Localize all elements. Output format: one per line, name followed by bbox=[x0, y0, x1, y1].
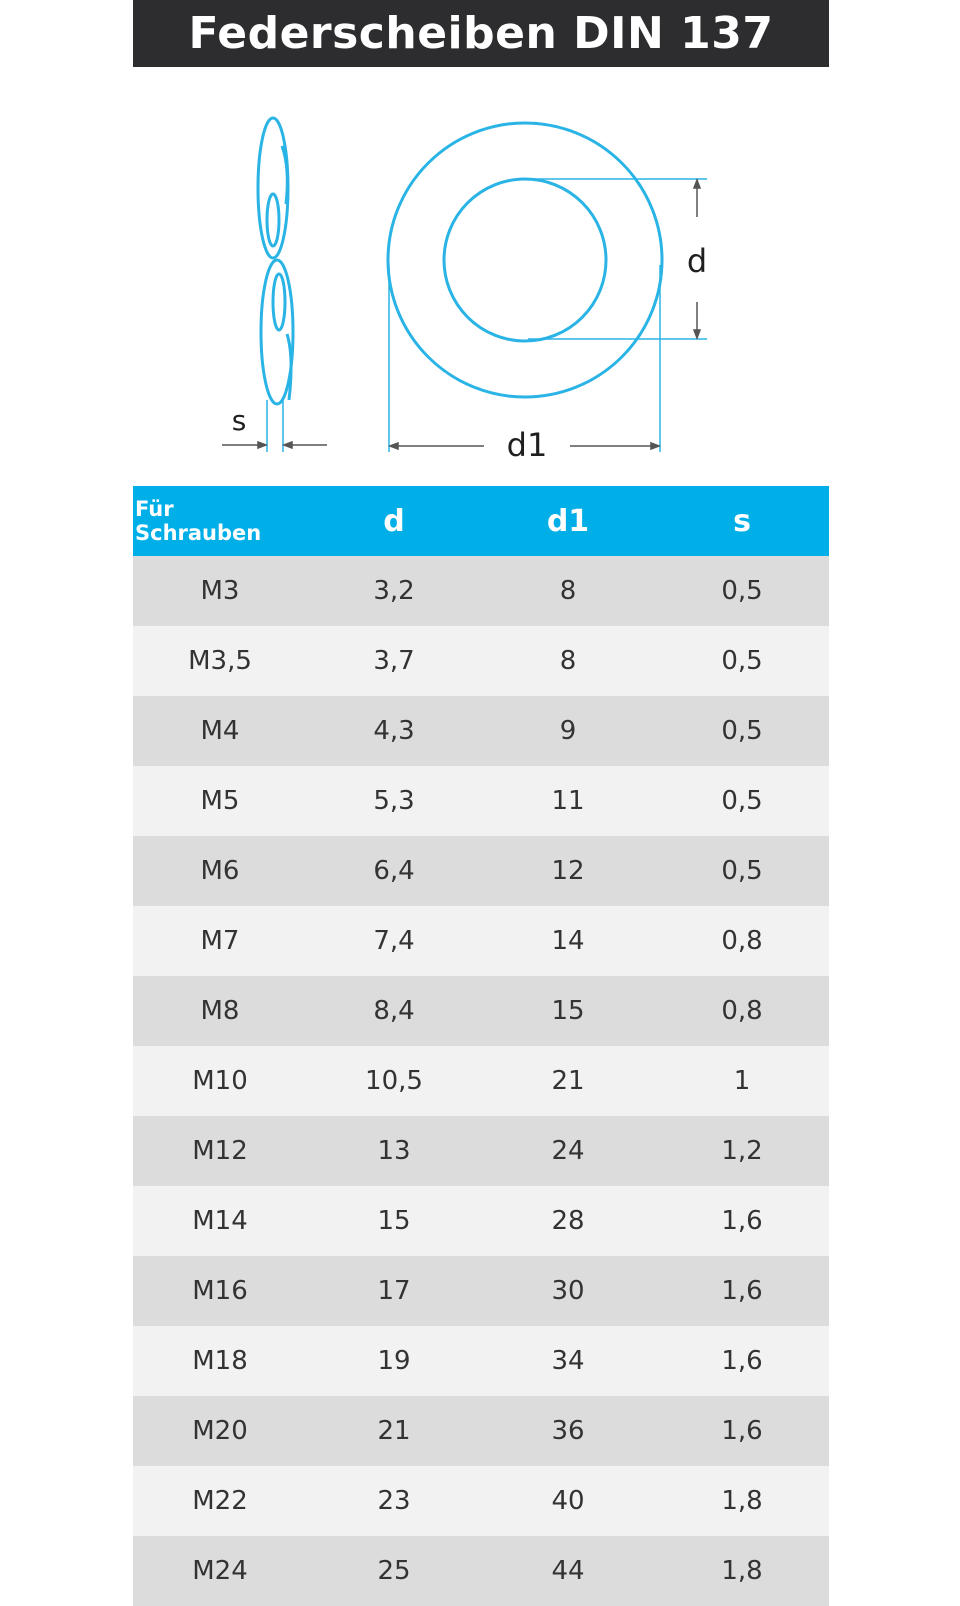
cell-screw: M12 bbox=[192, 1136, 248, 1166]
cell-d1: 14 bbox=[551, 926, 585, 956]
cell-d1: 34 bbox=[551, 1346, 585, 1376]
cell-d1: 21 bbox=[551, 1066, 585, 1096]
cell-s: 1,6 bbox=[721, 1276, 763, 1306]
cell-d: 7,4 bbox=[373, 926, 415, 956]
page-title: Federscheiben DIN 137 bbox=[188, 8, 774, 59]
cell-s: 0,5 bbox=[721, 856, 763, 886]
dimension-table bbox=[133, 486, 829, 1606]
table-row bbox=[133, 1046, 829, 1116]
title-bar bbox=[133, 0, 829, 67]
washer-drawing bbox=[0, 80, 960, 470]
label-d1: d1 bbox=[506, 426, 548, 464]
table-row bbox=[133, 556, 829, 626]
cell-s: 0,5 bbox=[721, 716, 763, 746]
cell-s: 1,8 bbox=[721, 1556, 763, 1586]
washer-outer-circle bbox=[388, 123, 662, 397]
cell-screw: M6 bbox=[200, 856, 240, 886]
table-row bbox=[133, 906, 829, 976]
cell-screw: M10 bbox=[192, 1066, 248, 1096]
table-row bbox=[133, 1536, 829, 1606]
cell-s: 0,8 bbox=[721, 926, 763, 956]
cell-s: 1 bbox=[733, 1066, 751, 1096]
cell-s: 1,6 bbox=[721, 1346, 763, 1376]
cell-screw: M16 bbox=[192, 1276, 248, 1306]
table-row bbox=[133, 836, 829, 906]
cell-screw: M8 bbox=[200, 996, 240, 1026]
header-d: d bbox=[383, 503, 405, 539]
cell-d: 13 bbox=[377, 1136, 411, 1166]
cell-screw: M22 bbox=[192, 1486, 248, 1516]
table-row bbox=[133, 1116, 829, 1186]
cell-screw: M14 bbox=[192, 1206, 248, 1236]
cell-d1: 28 bbox=[551, 1206, 585, 1236]
cell-d1: 24 bbox=[551, 1136, 585, 1166]
table-body bbox=[133, 556, 829, 1606]
cell-screw: M3 bbox=[200, 576, 240, 606]
cell-screw: M5 bbox=[200, 786, 240, 816]
cell-screw: M3,5 bbox=[188, 646, 252, 676]
header-s: s bbox=[733, 503, 751, 539]
cell-d: 4,3 bbox=[373, 716, 415, 746]
cell-s: 0,8 bbox=[721, 996, 763, 1026]
table-row bbox=[133, 766, 829, 836]
cell-d1: 40 bbox=[551, 1486, 585, 1516]
cell-d1: 44 bbox=[551, 1556, 585, 1586]
table-header bbox=[133, 486, 829, 556]
header-screw: Für Schrauben bbox=[135, 497, 262, 545]
cell-d1: 9 bbox=[559, 716, 577, 746]
cell-d: 25 bbox=[377, 1556, 411, 1586]
cell-d: 17 bbox=[377, 1276, 411, 1306]
cell-s: 1,6 bbox=[721, 1416, 763, 1446]
label-d: d bbox=[686, 242, 708, 280]
cell-d: 10,5 bbox=[365, 1066, 423, 1096]
cell-d: 8,4 bbox=[373, 996, 415, 1026]
cell-d: 23 bbox=[377, 1486, 411, 1516]
cell-d: 19 bbox=[377, 1346, 411, 1376]
washer-side-view bbox=[258, 118, 293, 404]
cell-d1: 30 bbox=[551, 1276, 585, 1306]
cell-screw: M18 bbox=[192, 1346, 248, 1376]
cell-s: 1,8 bbox=[721, 1486, 763, 1516]
table-row bbox=[133, 696, 829, 766]
cell-s: 0,5 bbox=[721, 646, 763, 676]
cell-s: 1,2 bbox=[721, 1136, 763, 1166]
cell-s: 0,5 bbox=[721, 576, 763, 606]
table-row bbox=[133, 1326, 829, 1396]
cell-d1: 36 bbox=[551, 1416, 585, 1446]
cell-d: 3,7 bbox=[373, 646, 415, 676]
table-row bbox=[133, 1256, 829, 1326]
cell-screw: M4 bbox=[200, 716, 240, 746]
cell-d: 21 bbox=[377, 1416, 411, 1446]
cell-d: 6,4 bbox=[373, 856, 415, 886]
cell-d1: 11 bbox=[551, 786, 585, 816]
table-row bbox=[133, 1466, 829, 1536]
cell-d: 3,2 bbox=[373, 576, 415, 606]
cell-screw: M7 bbox=[200, 926, 240, 956]
cell-d1: 8 bbox=[559, 646, 577, 676]
washer-inner-circle bbox=[444, 179, 606, 341]
cell-d: 15 bbox=[377, 1206, 411, 1236]
cell-d1: 12 bbox=[551, 856, 585, 886]
cell-s: 1,6 bbox=[721, 1206, 763, 1236]
table-row bbox=[133, 1186, 829, 1256]
cell-screw: M24 bbox=[192, 1556, 248, 1586]
table-row bbox=[133, 626, 829, 696]
header-d1: d1 bbox=[546, 503, 590, 539]
cell-d1: 8 bbox=[559, 576, 577, 606]
label-s: s bbox=[231, 404, 247, 437]
table-row bbox=[133, 1396, 829, 1466]
cell-d1: 15 bbox=[551, 996, 585, 1026]
cell-s: 0,5 bbox=[721, 786, 763, 816]
cell-screw: M20 bbox=[192, 1416, 248, 1446]
table-row bbox=[133, 976, 829, 1046]
cell-d: 5,3 bbox=[373, 786, 415, 816]
